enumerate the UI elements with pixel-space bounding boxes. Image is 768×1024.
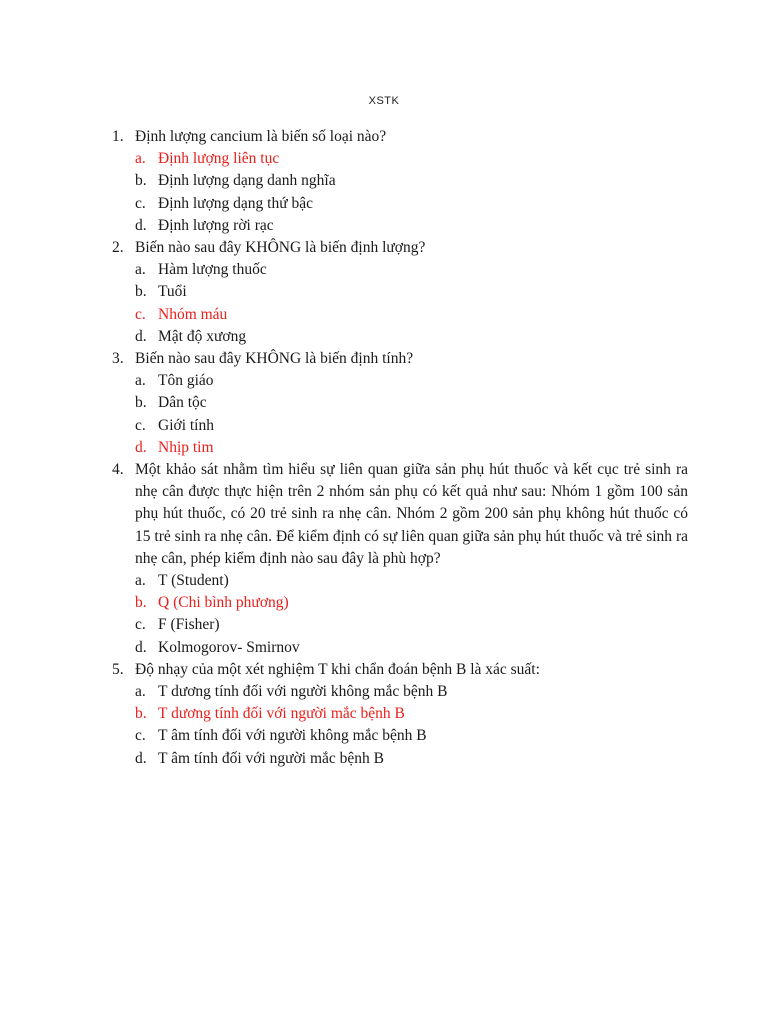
- question-number: 5.: [112, 660, 124, 678]
- option-text: T dương tính đối với người mắc bệnh B: [158, 705, 405, 723]
- option-a: [135, 570, 688, 592]
- option-a: [135, 148, 688, 170]
- option-text: Hàm lượng thuốc: [158, 261, 267, 279]
- option-text: Nhịp tim: [158, 438, 214, 456]
- option-text: Nhóm máu: [158, 305, 228, 323]
- option-b: [135, 592, 688, 614]
- option-letter: d.: [135, 438, 147, 456]
- option-letter: d.: [135, 216, 147, 234]
- option-b: [135, 170, 688, 192]
- option-d: [135, 748, 688, 770]
- question-4: [108, 459, 688, 659]
- option-letter: a.: [135, 372, 146, 390]
- document-header: XSTK: [368, 95, 400, 107]
- option-letter: a.: [135, 683, 146, 701]
- question-text: Một khảo sát nhằm tìm hiểu sự liên quan giữa sản phụ hút thuốc và kết cục trẻ sinh ra nhẹ cân được thực hiện trên 2 nhóm sản phụ có kết quả như sau: Nhóm 1 gồm 100 sản phụ hút thuốc, có 20 trẻ sinh ra nhẹ cân. Nhóm 2 gồm 200 sản phụ không hút thuốc có 15 trẻ sinh ra nhẹ cân. Để kiểm định có sự liên quan giữa sản phụ hút thuốc và trẻ sinh ra nhẹ cân, phép kiểm định nào sau đây là phù hợp?: [135, 461, 688, 567]
- option-text: Định lượng rời rạc: [158, 216, 274, 234]
- option-text: T (Student): [158, 572, 229, 590]
- question-list: [108, 126, 688, 770]
- option-list: [135, 681, 688, 770]
- question-number: 3.: [112, 350, 124, 368]
- option-letter: c.: [135, 305, 146, 323]
- option-c: [135, 725, 688, 747]
- question-number: 1.: [112, 128, 124, 145]
- option-text: Định lượng dạng thứ bậc: [158, 194, 313, 212]
- option-text: Tôn giáo: [158, 372, 214, 390]
- option-c: [135, 304, 688, 326]
- option-text: Q (Chi bình phương): [158, 594, 289, 612]
- option-letter: d.: [135, 327, 147, 345]
- option-letter: b.: [135, 172, 147, 190]
- question-text: Biến nào sau đây KHÔNG là biến định lượng?: [135, 239, 426, 257]
- option-a: [135, 681, 688, 703]
- option-list: [135, 370, 688, 459]
- option-letter: a.: [135, 261, 146, 279]
- option-list: [135, 259, 688, 348]
- option-letter: d.: [135, 638, 147, 656]
- option-text: Tuổi: [158, 283, 187, 301]
- option-d: [135, 637, 688, 659]
- option-text: Định lượng liên tục: [158, 150, 280, 168]
- option-letter: a.: [135, 572, 146, 590]
- option-text: Mật độ xương: [158, 327, 247, 345]
- option-c: [135, 193, 688, 215]
- option-list: [135, 148, 688, 237]
- option-d: [135, 437, 688, 459]
- option-letter: a.: [135, 150, 146, 168]
- question-1: [108, 126, 688, 237]
- option-text: Giới tính: [158, 416, 214, 434]
- option-list: [135, 570, 688, 659]
- option-b: [135, 281, 688, 303]
- option-letter: d.: [135, 749, 147, 767]
- question-number: 2.: [112, 239, 124, 257]
- option-a: [135, 370, 688, 392]
- option-text: T dương tính đối với người không mắc bệnh B: [158, 683, 448, 701]
- question-number: 4.: [112, 461, 124, 479]
- option-d: [135, 215, 688, 237]
- option-text: Định lượng dạng danh nghĩa: [158, 172, 336, 190]
- option-b: [135, 392, 688, 414]
- question-text: Biến nào sau đây KHÔNG là biến định tính?: [135, 350, 414, 368]
- option-d: [135, 326, 688, 348]
- option-c: [135, 614, 688, 636]
- option-c: [135, 415, 688, 437]
- question-text: Độ nhạy của một xét nghiệm T khi chẩn đoán bệnh B là xác suất:: [135, 660, 540, 678]
- option-letter: c.: [135, 416, 146, 434]
- option-letter: b.: [135, 394, 147, 412]
- question-text: Định lượng cancium là biến số loại nào?: [135, 128, 387, 145]
- option-letter: c.: [135, 194, 146, 212]
- option-letter: b.: [135, 705, 147, 723]
- option-text: T âm tính đối với người mắc bệnh B: [158, 749, 384, 767]
- option-letter: c.: [135, 616, 146, 634]
- option-b: [135, 703, 688, 725]
- option-text: T âm tính đối với người không mắc bệnh B: [158, 727, 427, 745]
- option-a: [135, 259, 688, 281]
- option-text: Kolmogorov- Smirnov: [158, 638, 300, 656]
- question-3: [108, 348, 688, 459]
- option-text: Dân tộc: [158, 394, 207, 412]
- question-2: [108, 237, 688, 348]
- option-letter: c.: [135, 727, 146, 745]
- option-letter: b.: [135, 594, 147, 612]
- option-letter: b.: [135, 283, 147, 301]
- question-5: [108, 659, 688, 770]
- option-text: F (Fisher): [158, 616, 220, 634]
